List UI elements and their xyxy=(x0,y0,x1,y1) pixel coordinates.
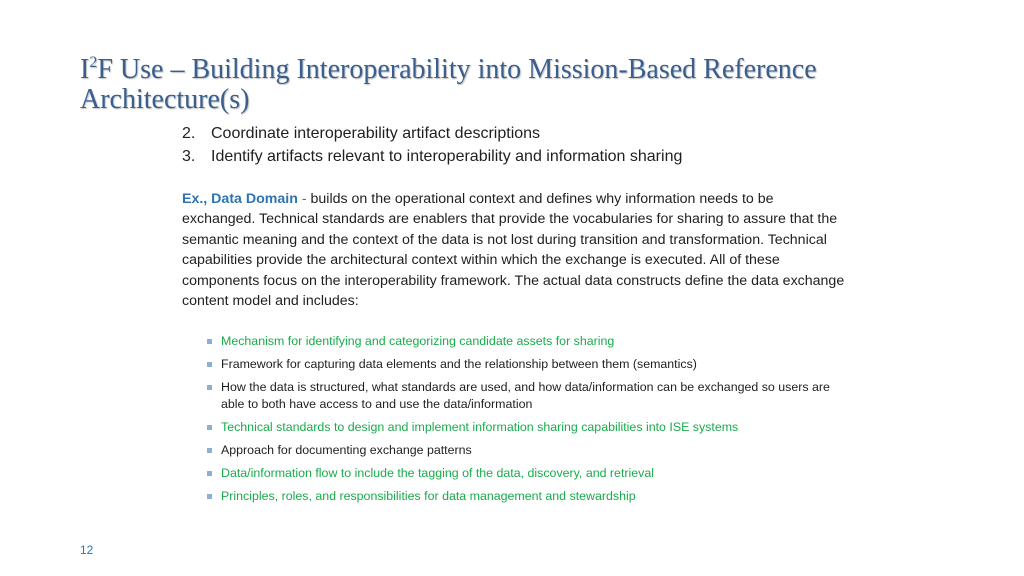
bullet-item xyxy=(205,333,855,350)
square-bullet-icon xyxy=(207,385,212,390)
bullet-text: Technical standards to design and implement information sharing capabilities into ISE systems xyxy=(221,420,739,434)
bullet-text: How the data is structured, what standards are used, and how data/information can be exchanged so users are able to both have access to and use the data/information xyxy=(221,380,830,411)
step-item xyxy=(182,145,882,168)
square-bullet-icon xyxy=(207,339,212,344)
title-prefix: I xyxy=(80,54,90,85)
bullet-item xyxy=(205,442,855,459)
page-number: 12 xyxy=(80,543,94,557)
square-bullet-icon xyxy=(207,471,212,476)
slide-title xyxy=(80,55,980,115)
bullet-text: Data/information flow to include the tagging of the data, discovery, and retrieval xyxy=(221,466,655,480)
bullet-item xyxy=(205,379,855,413)
paragraph-lead: Ex., Data Domain xyxy=(182,191,298,207)
bullet-text: Principles, roles, and responsibilities for data management and stewardship xyxy=(221,489,636,503)
square-bullet-icon xyxy=(207,362,212,367)
step-number: 2. xyxy=(182,125,196,142)
bullet-item xyxy=(205,488,855,505)
step-text: Identify artifacts relevant to interoperability and information sharing xyxy=(211,148,683,165)
bullet-item xyxy=(205,465,855,482)
bullet-item xyxy=(205,356,855,373)
bullet-list xyxy=(205,333,855,511)
bullet-text: Approach for documenting exchange patterns xyxy=(221,443,472,457)
data-domain-paragraph xyxy=(182,189,847,311)
bullet-text: Mechanism for identifying and categorizing candidate assets for sharing xyxy=(221,334,615,348)
bullet-item xyxy=(205,419,855,436)
square-bullet-icon xyxy=(207,425,212,430)
title-superscript: 2 xyxy=(89,54,98,71)
step-item xyxy=(182,122,882,145)
title-rest: F Use – Building Interoperability into Mission-Based Reference Architecture(s) xyxy=(80,54,817,115)
numbered-steps xyxy=(182,122,882,168)
paragraph-body: builds on the operational context and defines why information needs to be exchanged. Technical standards are enablers that provide the vocabularies for sharing to assure that the semantic meaning and the context of the data is not lost during transition and transformation. Technical capabilities provide the architectural context within which the exchange is executed. All of these components focus on the interoperability framework. The actual data constructs define the data exchange content model and includes: xyxy=(182,191,845,310)
step-text: Coordinate interoperability artifact descriptions xyxy=(211,125,541,142)
square-bullet-icon xyxy=(207,448,212,453)
step-number: 3. xyxy=(182,148,196,165)
paragraph-dash: - xyxy=(297,191,311,207)
bullet-text: Framework for capturing data elements and the relationship between them (semantics) xyxy=(221,357,697,371)
square-bullet-icon xyxy=(207,494,212,499)
